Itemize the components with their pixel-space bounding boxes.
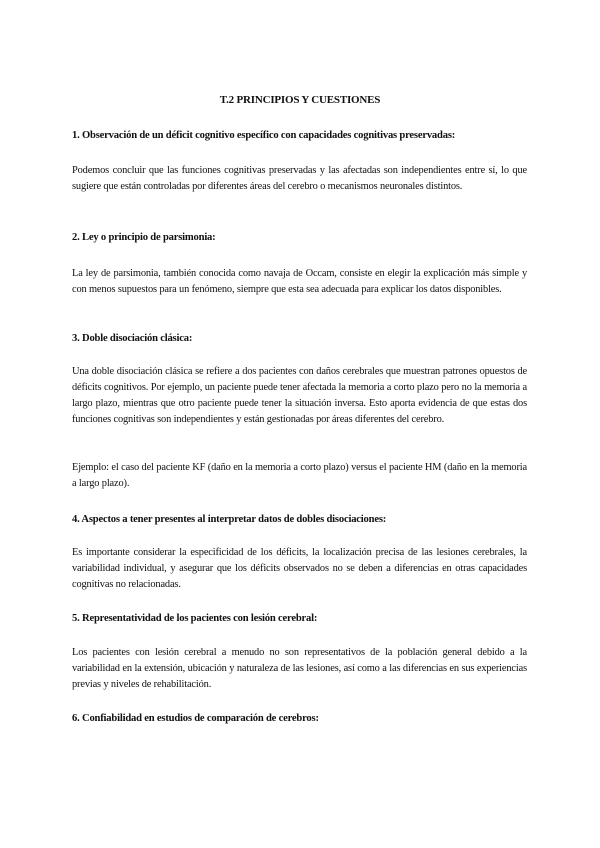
- section-1-paragraph: Podemos concluir que las funciones cognitivas preservadas y las afectadas son independientes entre sí, lo que sugiere que están controladas por diferentes áreas del cerebro o mecanismos neuronales distintos.: [72, 165, 527, 192]
- document-title: T.2 PRINCIPIOS Y CUESTIONES: [219, 94, 381, 106]
- section-5-paragraph: Los pacientes con lesión cerebral a menudo no son representativos de la población general debido a la variabilidad en la extensión, ubicación y naturaleza de las lesiones, así como a las diferencias en sus experiencias previas y niveles de rehabilitación.: [72, 647, 527, 690]
- section-4-paragraph: Es importante considerar la especificidad de los déficits, la localización precisa de las lesiones cerebrales, la variabilidad individual, y asegurar que los déficits observados no se deben a diferencias en otras capacidades cognitivas no relacionadas.: [72, 547, 527, 590]
- section-5-heading: 5. Representatividad de los pacientes con lesión cerebral:: [72, 613, 318, 624]
- section-3-paragraph: Una doble disociación clásica se refiere a dos pacientes con daños cerebrales que muestran patrones opuestos de déficits cognitivos. Por ejemplo, un paciente puede tener afectada la memoria a corto plazo pero no la memoria a largo plazo, mientras que otro paciente puede tener la situación inversa. Esto aporta evidencia de que estas dos funciones cognitivas son independientes y están gestionadas por áreas diferentes del cerebro.: [72, 366, 527, 425]
- section-4-heading: 4. Aspectos a tener presentes al interpretar datos de dobles disociaciones:: [72, 514, 387, 525]
- section-1-heading: 1. Observación de un déficit cognitivo específico con capacidades cognitivas preservadas:: [72, 130, 456, 141]
- section-3-example: Ejemplo: el caso del paciente KF (daño en la memoria a corto plazo) versus el paciente HM (daño en la memoria a largo plazo).: [72, 462, 527, 489]
- section-6-heading: 6. Confiabilidad en estudios de comparación de cerebros:: [72, 713, 319, 724]
- section-2-heading: 2. Ley o principio de parsimonia:: [72, 232, 216, 243]
- section-2-paragraph: La ley de parsimonia, también conocida como navaja de Occam, consiste en elegir la explicación más simple y con menos supuestos para un fenómeno, siempre que esta sea adecuada para explicar los datos disponibles.: [72, 268, 527, 295]
- section-3-heading: 3. Doble disociación clásica:: [72, 333, 193, 344]
